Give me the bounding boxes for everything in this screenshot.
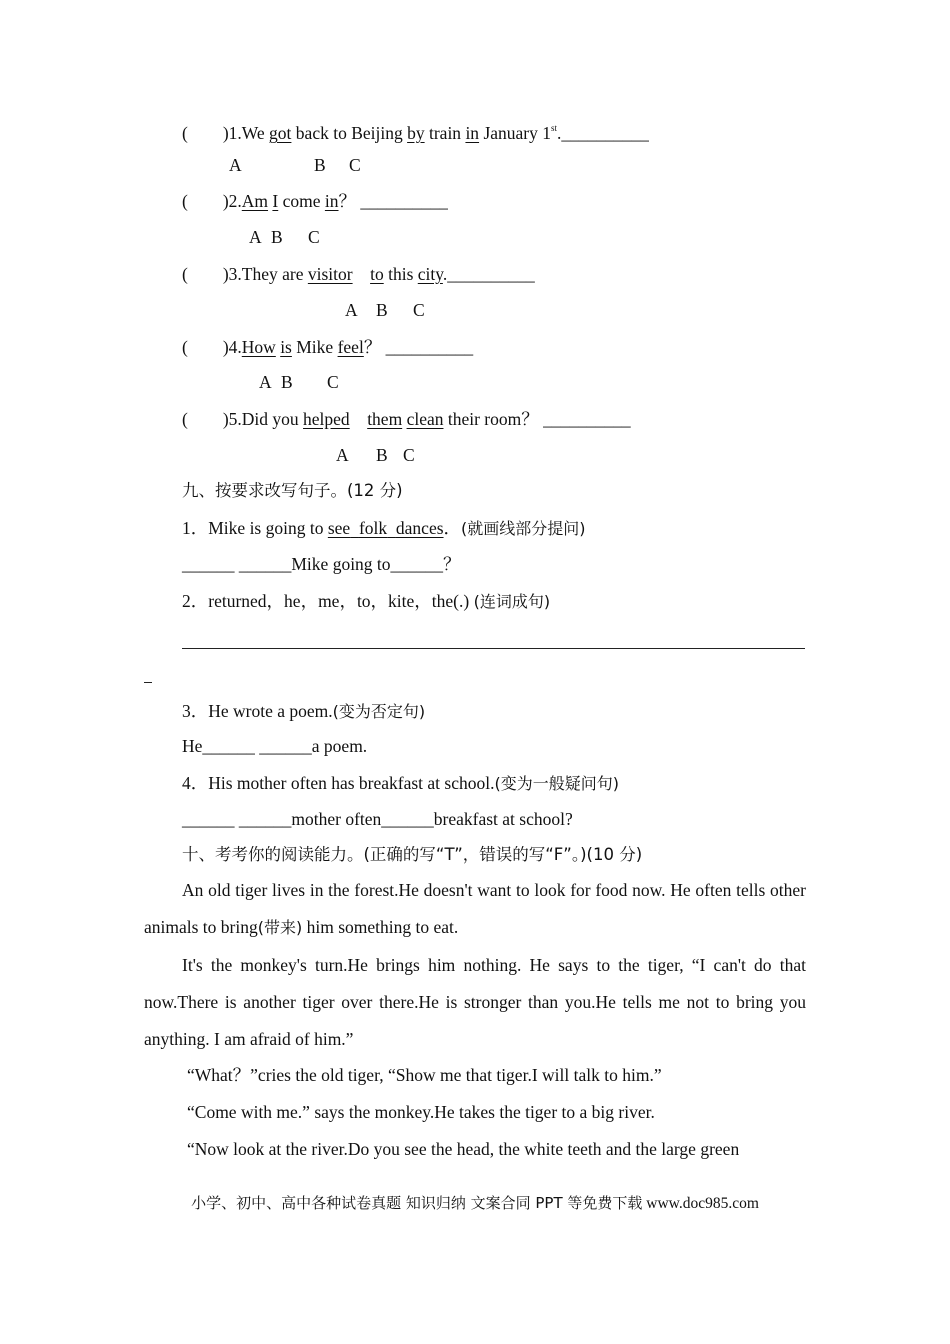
answer-line <box>182 648 805 649</box>
reading-paragraph-3: “What？”cries the old tiger, “Show me that tiger.I will talk to him.” <box>187 1065 662 1085</box>
underlined-word-c: in <box>465 123 480 143</box>
underlined-word-c: clean <box>406 409 444 429</box>
underlined-word-a: Am <box>241 191 269 211</box>
reading-paragraph-4: “Come with me.” says the monkey.He takes the tiger to a big river. <box>187 1102 655 1122</box>
s9-question-3: 3．He wrote a poem.(变为否定句) <box>182 701 426 721</box>
underlined-word-b: them <box>367 409 403 429</box>
underlined-word-b: is <box>280 337 292 357</box>
section-9-heading: 九、按要求改写句子。(12 分) <box>182 481 403 500</box>
underlined-word-a: helped <box>303 409 350 429</box>
error-item-5: ( )5.Did you helped them clean their room？ __________ <box>182 409 631 429</box>
reading-paragraph-2: It's the monkey's turn.He brings him nothing. He says to the tiger, “I can't do that now.There is another tiger over there.He is stronger than you.He tells me not to bring you anything. I am afraid of him.” <box>144 955 806 1049</box>
underlined-word-c: city <box>417 264 443 284</box>
underlined-word-c: in <box>324 191 339 211</box>
reading-paragraph-1: An old tiger lives in the forest.He doesn't want to look for food now. He often tells other animals to bring(带来) him something to eat. <box>144 880 806 937</box>
underlined-word-a: How <box>241 337 276 357</box>
answer-line-overflow <box>144 682 152 683</box>
underlined-word-b: to <box>370 264 384 284</box>
section-10-heading: 十、考考你的阅读能力。(正确的写“T”，错误的写“F”。)(10 分) <box>182 845 643 864</box>
footer <box>0 1192 950 1213</box>
reading-paragraph-5: “Now look at the river.Do you see the head, the white teeth and the large green <box>187 1139 740 1159</box>
underlined-word-a: visitor <box>307 264 353 284</box>
s9-answer-3: He______ ______a poem. <box>182 736 368 756</box>
underlined-word-c: feel <box>337 337 364 357</box>
underlined-word-b: by <box>407 123 425 143</box>
footer-url: www.doc985.com <box>646 1195 759 1212</box>
error-item-4: ( )4.How is Mike feel？ __________ <box>182 337 474 357</box>
answer-blank: .__________ <box>557 123 649 143</box>
s9-question-2: 2．returned，he，me，to，kite，the(.) (连词成句) <box>182 591 551 611</box>
error-item-3: ( )3.They are visitor to this city.__________ <box>182 264 535 284</box>
footer-text: 小学、初中、高中各种试卷真题 知识归纳 文案合同 PPT 等免费下载 <box>191 1194 643 1212</box>
s9-answer-1: ______ ______Mike going to______？ <box>182 554 461 574</box>
underlined-word-a: got <box>269 123 292 143</box>
s9-question-1: 1．Mike is going to see folk dances．(就画线部分提问) <box>182 518 586 538</box>
s9-question-4: 4．His mother often has breakfast at school.(变为一般疑问句) <box>182 773 619 793</box>
s9-answer-4: ______ ______mother often______breakfast at school? <box>182 809 573 829</box>
error-item-1: ( )1.We got back to Beijing by train in January 1st.__________ <box>182 123 649 143</box>
underlined-word-b: I <box>272 191 279 211</box>
error-item-2: ( )2.Am I come in？ __________ <box>182 191 448 211</box>
